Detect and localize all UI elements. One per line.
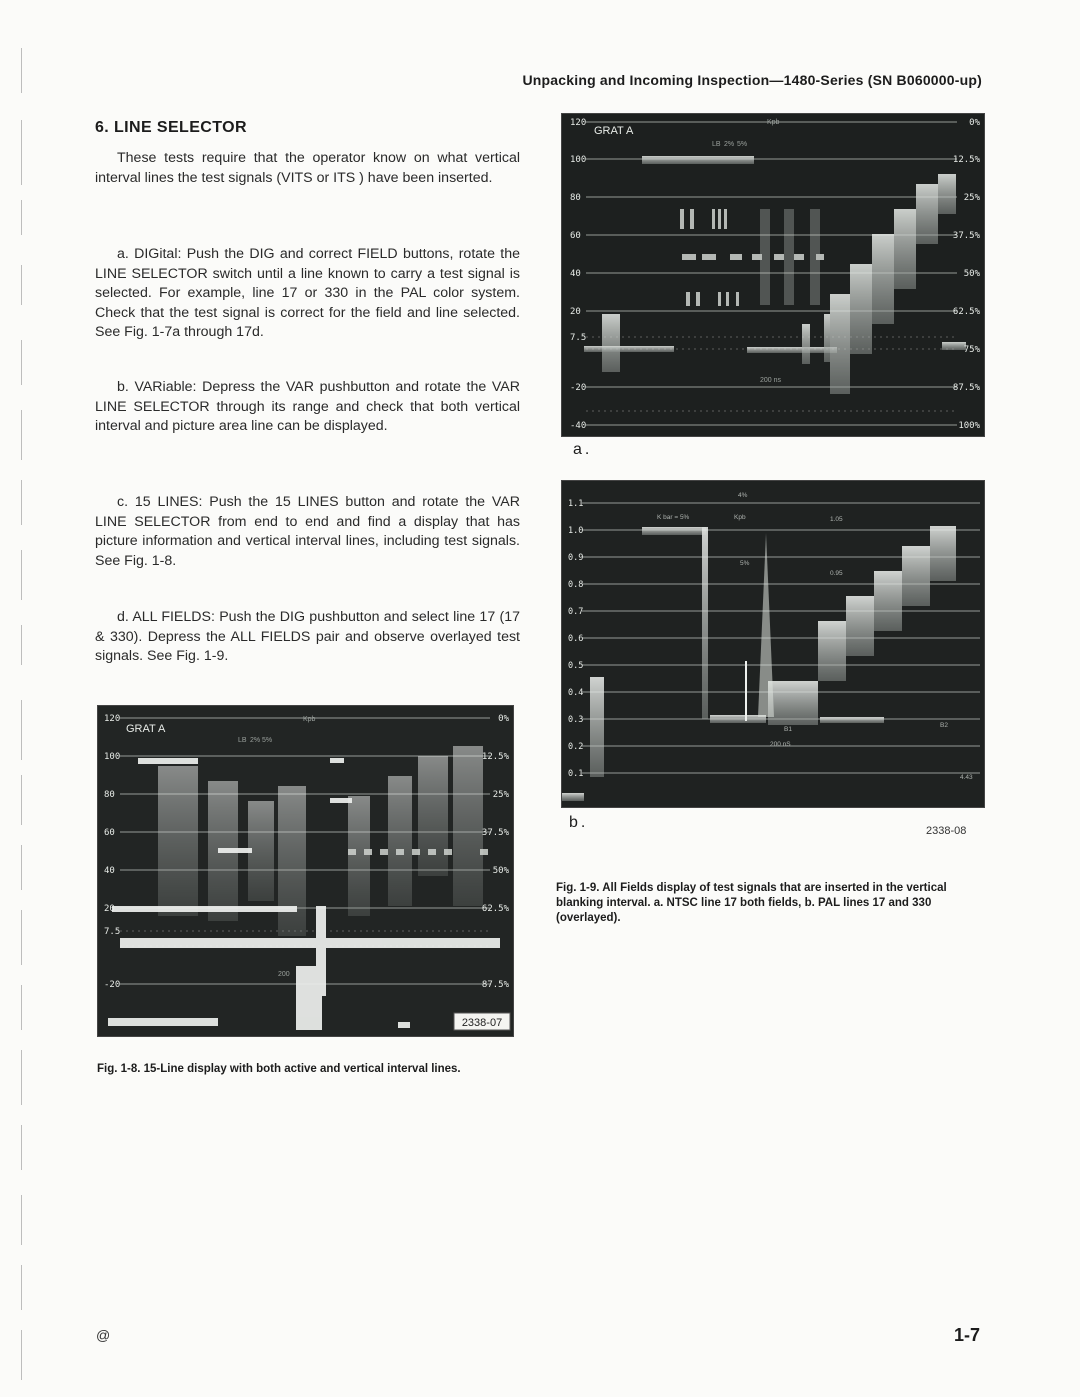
- svg-text:0.3: 0.3: [568, 715, 584, 725]
- svg-text:40: 40: [570, 269, 581, 279]
- margin-mark: [21, 700, 22, 760]
- svg-text:4%: 4%: [738, 492, 748, 499]
- svg-text:B1: B1: [784, 726, 792, 733]
- svg-text:100: 100: [104, 752, 121, 762]
- margin-mark: [21, 1050, 22, 1105]
- panel-label-b: b.: [569, 814, 589, 831]
- svg-text:7.5: 7.5: [570, 333, 587, 343]
- footer-symbol: @: [96, 1327, 111, 1343]
- svg-text:80: 80: [104, 790, 115, 800]
- svg-text:2%: 2%: [250, 737, 261, 744]
- svg-text:25%: 25%: [492, 790, 509, 800]
- margin-mark: [21, 1125, 22, 1170]
- fig-1-8-grat-label: GRAT A: [126, 723, 166, 735]
- margin-mark: [21, 480, 22, 525]
- margin-mark: [21, 48, 22, 93]
- svg-text:-20: -20: [570, 383, 587, 393]
- svg-text:37.5%: 37.5%: [952, 231, 980, 241]
- svg-text:0%: 0%: [969, 118, 980, 128]
- panel-label-a: a.: [573, 441, 593, 458]
- svg-text:5%: 5%: [740, 560, 750, 567]
- svg-text:100: 100: [570, 155, 587, 165]
- margin-mark: [21, 1195, 22, 1245]
- svg-text:25%: 25%: [963, 193, 980, 203]
- svg-text:B2: B2: [940, 722, 948, 729]
- a-grat-label: GRAT A: [594, 125, 634, 137]
- item-c-paragraph: c. 15 LINES: Push the 15 LINES button and rotate the VAR LINE SELECTOR from end to end and find a display that has picture information and vertical interval lines, including test signals. See Fig. 1-8.: [95, 494, 520, 569]
- svg-text:0.9: 0.9: [568, 553, 584, 563]
- fig-1-9-caption: Fig. 1-9. All Fields display of test signals that are inserted in the vertical blanking interval. a. NTSC line 17 both fields, b. PAL lines 17 and 330 (overlayed).: [556, 882, 947, 924]
- page-number: 1-7: [953, 1325, 980, 1345]
- margin-mark: [21, 265, 22, 305]
- svg-text:80: 80: [570, 193, 581, 203]
- svg-text:60: 60: [570, 231, 581, 241]
- svg-text:5%: 5%: [262, 737, 273, 744]
- svg-text:75%: 75%: [963, 345, 980, 355]
- waveform-b-graticule: [562, 481, 984, 807]
- svg-text:Kpb: Kpb: [734, 514, 746, 521]
- svg-text:40: 40: [104, 866, 115, 876]
- waveform-photo-a: [561, 113, 985, 437]
- svg-text:0%: 0%: [498, 714, 509, 724]
- fig-1-8-number-tag: 2338-07: [461, 1017, 503, 1029]
- margin-mark: [21, 845, 22, 890]
- svg-text:5%: 5%: [737, 141, 748, 148]
- running-head: Unpacking and Incoming Inspection—1480-Series (SN B060000-up): [522, 72, 982, 88]
- item-b-paragraph: b. VARiable: Depress the VAR pushbutton and rotate the VAR LINE SELECTOR through its range and check that both vertical interval and picture area line can be displayed.: [95, 379, 520, 434]
- item-a-paragraph: a. DIGital: Push the DIG and correct FIELD buttons, rotate the LINE SELECTOR switch until a line known to carry a test signal is selected. For example, line 17 or 330 in the PAL color system. Check that the test signal is correct for the field and line selected. See Fig. 1-7a through 17d.: [95, 246, 520, 340]
- margin-mark: [21, 410, 22, 460]
- svg-text:0.8: 0.8: [568, 580, 584, 590]
- svg-text:62.5%: 62.5%: [481, 904, 509, 914]
- margin-mark: [21, 625, 22, 665]
- margin-mark: [21, 200, 22, 235]
- svg-text:7.5: 7.5: [104, 927, 121, 937]
- svg-text:200: 200: [278, 971, 290, 978]
- svg-text:2%: 2%: [724, 141, 735, 148]
- svg-text:4.43: 4.43: [960, 774, 973, 781]
- svg-text:200 ns: 200 ns: [760, 377, 782, 384]
- svg-text:60: 60: [104, 828, 115, 838]
- margin-mark: [21, 910, 22, 965]
- svg-text:Kpb: Kpb: [767, 119, 780, 126]
- svg-text:-40: -40: [570, 421, 587, 431]
- margin-mark: [21, 1265, 22, 1310]
- figure-number-2338-08: 2338-08: [926, 825, 967, 837]
- margin-mark: [21, 340, 22, 385]
- svg-text:0.7: 0.7: [568, 607, 584, 617]
- margin-mark: [21, 775, 22, 825]
- svg-text:120: 120: [104, 714, 121, 724]
- waveform-a-graticule: [562, 114, 984, 436]
- svg-text:0.6: 0.6: [568, 634, 584, 644]
- margin-mark: [21, 120, 22, 185]
- fig-1-8-caption: Fig. 1-8. 15-Line display with both active and vertical interval lines.: [97, 1063, 461, 1075]
- section-title: 6. LINE SELECTOR: [95, 119, 247, 136]
- svg-text:0.4: 0.4: [568, 688, 584, 698]
- svg-text:87.5%: 87.5%: [481, 980, 509, 990]
- svg-text:50%: 50%: [963, 269, 980, 279]
- svg-text:12.5%: 12.5%: [952, 155, 980, 165]
- svg-text:-20: -20: [104, 980, 121, 990]
- svg-text:0.1: 0.1: [568, 769, 584, 779]
- waveform-photo-fig-1-8: [97, 705, 514, 1037]
- svg-text:200 nS: 200 nS: [770, 741, 791, 748]
- svg-text:0.5: 0.5: [568, 661, 584, 671]
- margin-mark: [21, 985, 22, 1030]
- svg-text:12.5%: 12.5%: [481, 752, 509, 762]
- intro-paragraph: These tests require that the operator know on what vertical interval lines the test signals (VITS or ITS ) have been inserted.: [95, 150, 520, 186]
- a-top-label: 120: [570, 118, 587, 128]
- waveform-photo-b: [561, 480, 985, 808]
- svg-text:LB: LB: [238, 737, 247, 744]
- svg-text:87.5%: 87.5%: [952, 383, 980, 393]
- item-d-paragraph: d. ALL FIELDS: Push the DIG pushbutton and select line 17 (17 & 330). Depress the ALL FIELDS pair and observe overlayed test signals. See Fig. 1-9.: [95, 609, 520, 664]
- svg-text:1.1: 1.1: [568, 499, 584, 509]
- svg-text:Kpb: Kpb: [303, 716, 316, 723]
- svg-text:0.95: 0.95: [830, 570, 843, 577]
- margin-mark: [21, 550, 22, 600]
- waveform-fig-1-8-graticule: [98, 706, 513, 1036]
- svg-text:37.5%: 37.5%: [481, 828, 509, 838]
- svg-text:K bar = 5%: K bar = 5%: [657, 514, 690, 521]
- svg-text:1.0: 1.0: [568, 526, 584, 536]
- svg-text:20: 20: [570, 307, 581, 317]
- svg-text:100%: 100%: [958, 421, 980, 431]
- svg-text:0.2: 0.2: [568, 742, 584, 752]
- svg-text:62.5%: 62.5%: [952, 307, 980, 317]
- svg-text:LB: LB: [712, 141, 721, 148]
- margin-mark: [21, 1330, 22, 1380]
- svg-text:50%: 50%: [492, 866, 509, 876]
- svg-text:20: 20: [104, 904, 115, 914]
- svg-text:1.05: 1.05: [830, 516, 843, 523]
